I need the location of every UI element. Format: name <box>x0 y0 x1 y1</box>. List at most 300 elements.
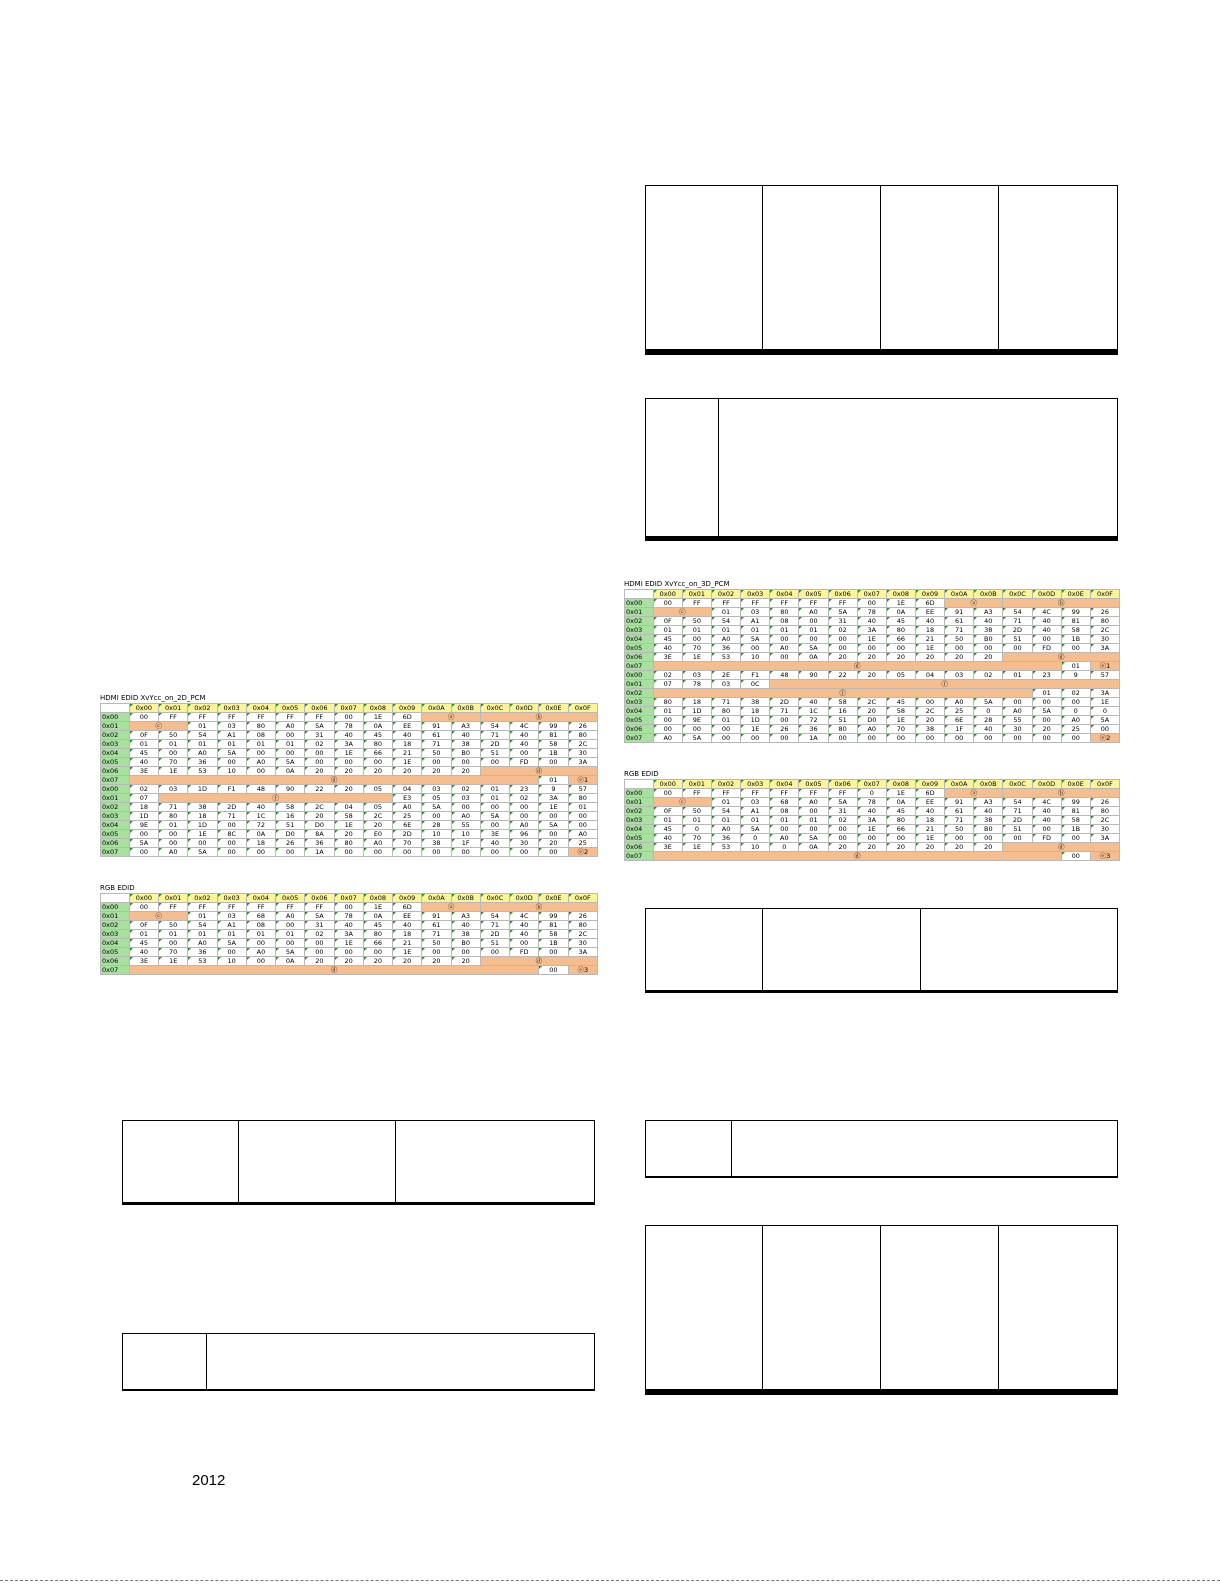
edid-cell: 80 <box>770 608 799 617</box>
edid-cell: 00 <box>915 734 944 743</box>
edid-cell: 1E <box>857 825 886 834</box>
edid-cell: 57 <box>1090 671 1119 680</box>
edid-cell: 66 <box>363 749 392 758</box>
edid-field-marker: ⓐ <box>945 599 1003 608</box>
edid-row <box>101 921 598 930</box>
edid-cell: 18 <box>915 816 944 825</box>
edid-cell: 0C <box>741 680 770 689</box>
edid-table-rgb-left <box>100 884 598 975</box>
edid-cell: 40 <box>915 617 944 626</box>
edid-cell: FF <box>246 903 275 912</box>
edid-row-label: 0x00 <box>625 671 654 680</box>
edid-cell: 3A <box>1090 834 1119 843</box>
edid-cell: 10 <box>451 830 480 839</box>
edid-column-header: 0x09 <box>915 780 944 789</box>
edid-row-label: 0x04 <box>625 635 654 644</box>
edid-cell: 40 <box>246 803 275 812</box>
edid-row <box>101 830 598 839</box>
edid-cell: 5A <box>828 608 857 617</box>
edid-row <box>625 725 1120 734</box>
edid-cell: 80 <box>1090 617 1119 626</box>
edid-cell: 2D <box>770 698 799 707</box>
edid-cell: 58 <box>886 707 915 716</box>
edid-cell: 00 <box>653 725 682 734</box>
edid-cell: 02 <box>828 816 857 825</box>
edid-cell: 40 <box>974 725 1003 734</box>
edid-row-label: 0x03 <box>625 698 654 707</box>
edid-cell: 01 <box>188 930 217 939</box>
edid-cell: 00 <box>1003 734 1032 743</box>
edid-cell: 08 <box>770 617 799 626</box>
edid-cell: 02 <box>129 785 158 794</box>
edid-cell: 3E <box>129 957 158 966</box>
edid-cell: 03 <box>711 680 740 689</box>
edid-cell: 02 <box>1061 689 1090 698</box>
edid-cell: 20 <box>886 653 915 662</box>
edid-cell: 1E <box>159 957 188 966</box>
edid-cell: 1C <box>246 812 275 821</box>
edid-cell: 3A <box>539 794 568 803</box>
edid-cell: A0 <box>711 635 740 644</box>
edid-row <box>625 698 1120 707</box>
edid-cell: 2C <box>363 812 392 821</box>
edid-cell: 99 <box>1061 798 1090 807</box>
edid-cell: 36 <box>711 834 740 843</box>
edid-cell: 45 <box>363 731 392 740</box>
edid-cell: D0 <box>857 716 886 725</box>
edid-cell: 00 <box>246 939 275 948</box>
edid-field-marker: ⓓ <box>653 662 1061 671</box>
edid-cell: 99 <box>539 722 568 731</box>
edid-cell: FF <box>711 789 740 798</box>
edid-cell: FD <box>510 758 539 767</box>
edid-row-label: 0x07 <box>101 776 130 785</box>
edid-cell: A0 <box>799 798 828 807</box>
edid-cell: 38 <box>974 626 1003 635</box>
edid-cell: 80 <box>334 839 363 848</box>
edid-column-header: 0x0A <box>945 780 974 789</box>
edid-row-label: 0x07 <box>625 852 654 861</box>
edid-cell: 00 <box>711 725 740 734</box>
edid-row <box>101 749 598 758</box>
edid-row <box>625 689 1120 698</box>
edid-cell: 50 <box>422 939 451 948</box>
edid-cell: 04 <box>393 785 422 794</box>
edid-cell: 0F <box>653 617 682 626</box>
edid-column-header: 0x08 <box>886 780 915 789</box>
edid-cell: 66 <box>363 939 392 948</box>
edid-column-header: 0x0C <box>1003 590 1032 599</box>
edid-cell: 81 <box>1061 807 1090 816</box>
edid-cell: 25 <box>945 707 974 716</box>
edid-row <box>625 680 1120 689</box>
edid-cell: 6D <box>393 713 422 722</box>
edid-cell: 30 <box>1003 725 1032 734</box>
edid-cell: 40 <box>653 644 682 653</box>
edid-row <box>101 903 598 912</box>
edid-row-label: 0x01 <box>101 912 130 921</box>
edid-cell: 02 <box>510 794 539 803</box>
edid-column-header: 0x0E <box>539 704 568 713</box>
edid-row-label: 0x01 <box>101 794 130 803</box>
edid-caption: RGB EDID <box>100 884 598 893</box>
edid-cell: 3E <box>129 767 158 776</box>
edid-cell: 71 <box>945 626 974 635</box>
edid-cell: 4C <box>1032 608 1061 617</box>
edid-row <box>625 807 1120 816</box>
edid-cell: 40 <box>857 807 886 816</box>
edid-cell: 4C <box>510 722 539 731</box>
edid-cell: 40 <box>393 921 422 930</box>
edid-cell: A1 <box>217 921 246 930</box>
edid-cell: 9 <box>1061 671 1090 680</box>
edid-cell: A0 <box>188 939 217 948</box>
edid-field-marker: ⓕ <box>653 689 1032 698</box>
edid-cell: FF <box>305 713 334 722</box>
edid-cell: 80 <box>246 722 275 731</box>
edid-cell: A0 <box>857 725 886 734</box>
edid-cell: 2E <box>711 671 740 680</box>
edid-column-header: 0x09 <box>393 704 422 713</box>
edid-cell: 00 <box>1032 825 1061 834</box>
edid-cell: 00 <box>539 812 568 821</box>
edid-column-header: 0x03 <box>217 894 246 903</box>
edid-cell: 00 <box>857 599 886 608</box>
edid-cell: FF <box>741 789 770 798</box>
edid-cell: 01 <box>159 740 188 749</box>
edid-cell: 38 <box>741 698 770 707</box>
edid-cell: 02 <box>828 626 857 635</box>
edid-column-header: 0x06 <box>828 590 857 599</box>
edid-cell: 03 <box>945 671 974 680</box>
edid-cell: 02 <box>305 740 334 749</box>
edid-column-header: 0x01 <box>159 704 188 713</box>
edid-cell: 0 <box>741 834 770 843</box>
edid-row <box>101 776 598 785</box>
edid-cell: 2C <box>568 740 597 749</box>
edid-cell: 00 <box>770 635 799 644</box>
edid-column-header: 0x03 <box>217 704 246 713</box>
edid-cell: F1 <box>217 785 246 794</box>
edid-cell: FD <box>510 948 539 957</box>
edid-column-header: 0x01 <box>682 780 711 789</box>
edid-cell: E0 <box>363 830 392 839</box>
edid-cell: 71 <box>711 698 740 707</box>
edid-cell: 20 <box>363 821 392 830</box>
edid-cell: 51 <box>276 821 305 830</box>
edid-cell: 71 <box>422 740 451 749</box>
edid-column-header: 0x04 <box>246 894 275 903</box>
edid-cell: 40 <box>799 698 828 707</box>
edid-row <box>625 617 1120 626</box>
edid-cell: 26 <box>568 912 597 921</box>
edid-cell: 05 <box>886 671 915 680</box>
edid-row-label: 0x03 <box>625 816 654 825</box>
edid-cell: 81 <box>539 921 568 930</box>
edid-cell: A1 <box>741 617 770 626</box>
edid-cell: 0A <box>799 843 828 852</box>
edid-cell: 5A <box>305 912 334 921</box>
edid-cell: 40 <box>129 758 158 767</box>
edid-corner-cell <box>101 704 130 713</box>
edid-cell: 3E <box>653 653 682 662</box>
edid-cell: 40 <box>653 834 682 843</box>
edid-header-row <box>101 704 598 713</box>
edid-cell: 20 <box>828 843 857 852</box>
edid-cell: 1C <box>799 707 828 716</box>
edid-cell: 2C <box>305 803 334 812</box>
edid-cell: A0 <box>653 734 682 743</box>
edid-cell: 01 <box>188 740 217 749</box>
edid-cell: 45 <box>653 635 682 644</box>
edid-cell: 01 <box>568 803 597 812</box>
edid-cell: 01 <box>770 816 799 825</box>
edid-cell: 5A <box>1090 716 1119 725</box>
edid-cell: 00 <box>217 758 246 767</box>
edid-cell: 2C <box>568 930 597 939</box>
edid-column-header: 0x0F <box>1090 780 1119 789</box>
edid-field-marker: ⓑ <box>480 713 597 722</box>
edid-cell: 01 <box>799 816 828 825</box>
edid-cell: 00 <box>480 848 509 857</box>
edid-cell: 25 <box>393 812 422 821</box>
edid-column-header: 0x02 <box>711 780 740 789</box>
edid-cell: 00 <box>422 948 451 957</box>
edid-cell: 03 <box>451 794 480 803</box>
edid-field-marker: ⓔ3 <box>568 966 597 975</box>
edid-cell: 20 <box>945 653 974 662</box>
edid-cell: 1E <box>393 948 422 957</box>
edid-cell: 01 <box>711 816 740 825</box>
edid-cell: 31 <box>828 807 857 816</box>
edid-cell: 2C <box>1090 626 1119 635</box>
edid-cell: 40 <box>510 740 539 749</box>
edid-cell: 00 <box>159 749 188 758</box>
edid-cell: 70 <box>159 758 188 767</box>
edid-cell: 45 <box>129 749 158 758</box>
edid-cell: 00 <box>510 803 539 812</box>
edid-cell: 1E <box>334 821 363 830</box>
edid-cell: 00 <box>305 939 334 948</box>
edid-cell: 00 <box>568 812 597 821</box>
edid-cell: 01 <box>741 626 770 635</box>
edid-cell: 20 <box>334 767 363 776</box>
edid-cell: 3E <box>653 843 682 852</box>
edid-cell: 00 <box>1032 716 1061 725</box>
edid-row-label: 0x01 <box>625 680 654 689</box>
edid-cell: 00 <box>422 758 451 767</box>
edid-cell: A0 <box>451 812 480 821</box>
edid-cell: 00 <box>539 758 568 767</box>
edid-cell: 99 <box>539 912 568 921</box>
edid-cell: 21 <box>393 749 422 758</box>
edid-cell: 36 <box>799 725 828 734</box>
edid-row <box>625 635 1120 644</box>
edid-cell: 00 <box>510 812 539 821</box>
edid-cell: A0 <box>246 948 275 957</box>
edid-column-header: 0x03 <box>741 780 770 789</box>
edid-cell: 80 <box>159 812 188 821</box>
edid-cell: 71 <box>945 816 974 825</box>
edid-cell: 20 <box>974 653 1003 662</box>
edid-cell: 00 <box>857 734 886 743</box>
edid-cell: 20 <box>422 767 451 776</box>
edid-row <box>101 758 598 767</box>
edid-cell: 00 <box>276 848 305 857</box>
edid-cell: 01 <box>129 930 158 939</box>
edid-cell: 4C <box>510 912 539 921</box>
edid-cell: 40 <box>510 731 539 740</box>
edid-row <box>625 834 1120 843</box>
edid-cell: 20 <box>886 843 915 852</box>
edid-cell: 00 <box>1003 644 1032 653</box>
edid-cell: 9E <box>682 716 711 725</box>
edid-cell: A0 <box>246 758 275 767</box>
edid-cell: 40 <box>974 617 1003 626</box>
edid-cell: 01 <box>480 785 509 794</box>
edid-cell: 00 <box>276 731 305 740</box>
edid-cell: 58 <box>1061 816 1090 825</box>
edid-cell: 00 <box>217 821 246 830</box>
edid-cell: A1 <box>217 731 246 740</box>
edid-cell: 5A <box>480 812 509 821</box>
edid-cell: 50 <box>682 807 711 816</box>
edid-cell: 80 <box>568 794 597 803</box>
edid-cell: 00 <box>770 716 799 725</box>
edid-row-label: 0x02 <box>625 617 654 626</box>
edid-cell: 1A <box>799 734 828 743</box>
edid-cell: 40 <box>857 617 886 626</box>
edid-field-marker: ⓕ <box>159 794 393 803</box>
edid-cell: 01 <box>711 716 740 725</box>
edid-cell: D0 <box>276 830 305 839</box>
edid-cell: 00 <box>480 821 509 830</box>
edid-cell: 18 <box>915 626 944 635</box>
edid-cell: 31 <box>305 731 334 740</box>
edid-row-label: 0x03 <box>625 626 654 635</box>
edid-cell: A0 <box>770 834 799 843</box>
edid-cell: 1E <box>363 713 392 722</box>
edid-cell: A0 <box>159 848 188 857</box>
edid-cell: A0 <box>711 825 740 834</box>
edid-row-label: 0x00 <box>625 599 654 608</box>
edid-cell: 78 <box>857 798 886 807</box>
edid-cell: 5A <box>217 939 246 948</box>
edid-cell: 45 <box>886 698 915 707</box>
edid-cell: 36 <box>711 644 740 653</box>
edid-cell: 26 <box>276 839 305 848</box>
edid-cell: 80 <box>568 921 597 930</box>
edid-cell: 00 <box>246 957 275 966</box>
edid-cell: 02 <box>305 930 334 939</box>
edid-column-header: 0x0B <box>974 590 1003 599</box>
edid-cell: 00 <box>1090 725 1119 734</box>
edid-column-header: 0x05 <box>276 894 305 903</box>
edid-cell: 1D <box>129 812 158 821</box>
edid-cell: 00 <box>334 848 363 857</box>
edid-cell: 1B <box>1061 825 1090 834</box>
edid-cell: 00 <box>1032 635 1061 644</box>
edid-cell: 00 <box>945 734 974 743</box>
edid-row-label: 0x02 <box>625 689 654 698</box>
edid-cell: 38 <box>422 839 451 848</box>
edid-cell: 00 <box>1061 698 1090 707</box>
edid-cell: 01 <box>653 626 682 635</box>
edid-cell: 1D <box>188 785 217 794</box>
edid-cell: 80 <box>363 740 392 749</box>
edid-row <box>625 608 1120 617</box>
edid-cell: 20 <box>422 957 451 966</box>
edid-row <box>101 912 598 921</box>
edid-cell: 00 <box>741 644 770 653</box>
edid-cell: 45 <box>886 807 915 816</box>
edid-cell: 40 <box>510 921 539 930</box>
edid-row-label: 0x03 <box>101 930 130 939</box>
edid-cell: 70 <box>393 839 422 848</box>
edid-cell: 00 <box>682 635 711 644</box>
edid-cell: 10 <box>217 957 246 966</box>
edid-cell: 01 <box>246 930 275 939</box>
edid-cell: 5A <box>539 821 568 830</box>
blank-table-lower-left-2 <box>122 1333 595 1391</box>
edid-row <box>101 930 598 939</box>
edid-field-marker: ⓕ <box>770 680 1120 689</box>
edid-field-marker: ⓒ <box>653 798 711 807</box>
edid-cell: 8A <box>305 830 334 839</box>
edid-column-header: 0x09 <box>915 590 944 599</box>
edid-row <box>101 713 598 722</box>
edid-cell: 00 <box>334 948 363 957</box>
edid-cell: 30 <box>568 939 597 948</box>
edid-cell: 91 <box>422 912 451 921</box>
edid-field-marker: ⓔ2 <box>568 848 597 857</box>
edid-cell: 00 <box>974 834 1003 843</box>
edid-cell: 00 <box>828 834 857 843</box>
edid-cell: 53 <box>188 767 217 776</box>
edid-cell: 01 <box>711 626 740 635</box>
edid-field-marker: ⓓ <box>653 852 1061 861</box>
edid-cell: 00 <box>799 825 828 834</box>
edid-cell: FF <box>246 713 275 722</box>
edid-cell: 1A <box>305 848 334 857</box>
edid-cell: 40 <box>334 731 363 740</box>
edid-cell: 1D <box>741 716 770 725</box>
edid-cell: 20 <box>857 843 886 852</box>
edid-cell: B0 <box>974 825 1003 834</box>
edid-cell: 80 <box>886 816 915 825</box>
edid-cell: 0 <box>1061 707 1090 716</box>
edid-cell: 28 <box>422 821 451 830</box>
edid-cell: 71 <box>422 930 451 939</box>
edid-cell: 00 <box>1061 852 1090 861</box>
edid-cell: 03 <box>217 912 246 921</box>
edid-header-row <box>101 894 598 903</box>
edid-cell: 0 <box>682 825 711 834</box>
edid-cell: 01 <box>1061 662 1090 671</box>
edid-cell: 5A <box>799 834 828 843</box>
edid-cell: 3E <box>480 830 509 839</box>
edid-cell: 55 <box>1003 716 1032 725</box>
edid-cell: 00 <box>510 939 539 948</box>
edid-cell: 00 <box>129 903 158 912</box>
edid-cell: 54 <box>1003 608 1032 617</box>
edid-column-header: 0x0E <box>1061 590 1090 599</box>
edid-cell: 18 <box>129 803 158 812</box>
edid-cell: 00 <box>653 599 682 608</box>
edid-cell: 01 <box>159 821 188 830</box>
edid-cell: 00 <box>828 734 857 743</box>
edid-cell: 58 <box>828 698 857 707</box>
